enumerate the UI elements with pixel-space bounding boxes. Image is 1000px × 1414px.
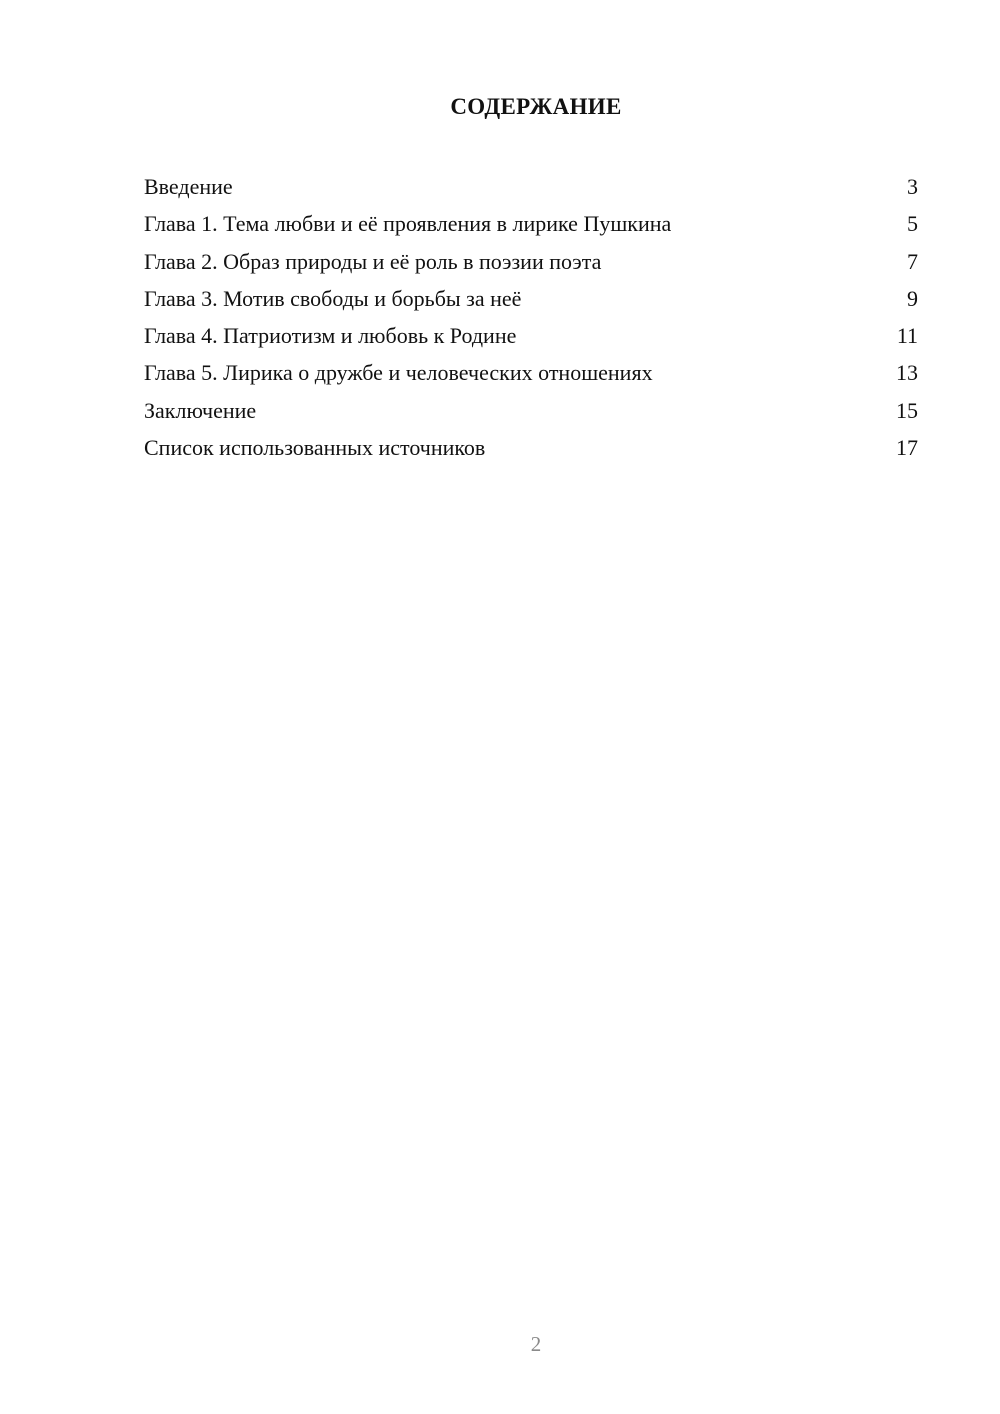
toc-item-page: 3 [907, 174, 918, 199]
toc-item [144, 317, 918, 354]
toc-item-page: 17 [896, 435, 918, 461]
toc-item-label: Глава 1. Тема любви и её проявления в лирике Пушкина [144, 211, 672, 237]
toc-item-label: Глава 3. Мотив свободы и борьбы за неё [144, 285, 522, 311]
table-of-contents [144, 168, 918, 466]
toc-item-label: Глава 2. Образ природы и её роль в поэзии поэта [144, 248, 602, 274]
toc-item-label: Введение [144, 174, 233, 199]
toc-item-label: Глава 4. Патриотизм и любовь к Родине [144, 323, 517, 349]
toc-item-page: 13 [896, 360, 918, 386]
toc-item-page: 11 [896, 323, 918, 349]
toc-item [144, 168, 918, 205]
toc-item [144, 392, 918, 429]
toc-item [144, 429, 918, 466]
toc-item [144, 205, 918, 242]
toc-item-page: 15 [896, 397, 918, 423]
toc-item-page: 5 [907, 211, 918, 237]
page-number: 2 [530, 1332, 542, 1356]
toc-item-label: Глава 5. Лирика о дружбе и человеческих отношениях [144, 360, 653, 386]
toc-item-page: 7 [907, 248, 918, 274]
toc-item [144, 243, 918, 280]
toc-item-label: Список использованных источников [144, 435, 486, 461]
toc-item [144, 280, 918, 317]
toc-item-label: Заключение [144, 397, 257, 423]
toc-item [144, 354, 918, 391]
toc-item-page: 9 [907, 285, 918, 311]
page-title: СОДЕРЖАНИЕ [450, 94, 622, 119]
